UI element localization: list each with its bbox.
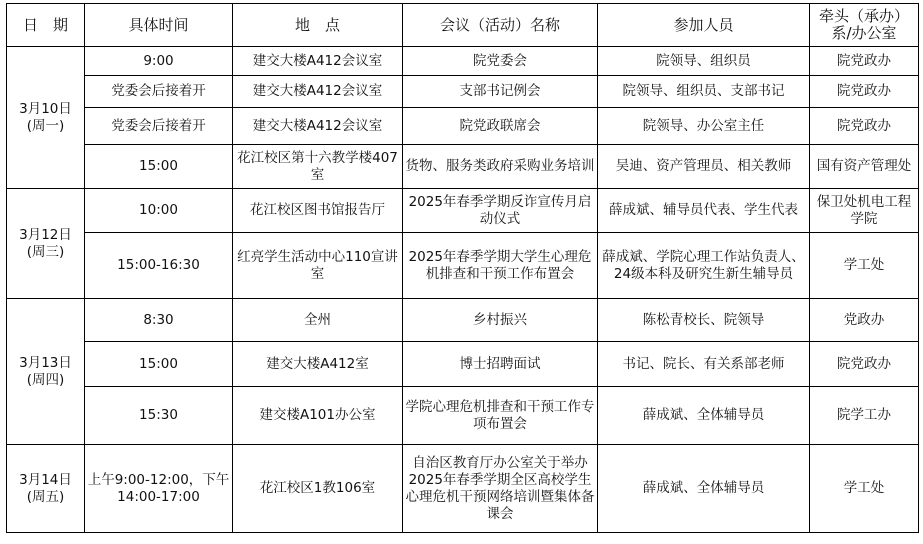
meeting-schedule-table — [6, 3, 919, 533]
organizer-cell: 保卫处机电工程学院 — [810, 189, 919, 233]
event-name-cell: 乡村振兴 — [403, 299, 598, 342]
header-time: 具体时间 — [85, 4, 233, 47]
place-cell: 花江校区第十六教学楼407室 — [233, 145, 403, 189]
date-text: 3月12日 — [19, 226, 72, 243]
date-text: 3月14日 — [19, 471, 72, 488]
participants-cell: 薛成斌、学院心理工作站负责人、24级本科及研究生新生辅导员 — [598, 233, 810, 299]
organizer-cell: 党政办 — [810, 299, 919, 342]
place-cell: 红亮学生活动中心110宣讲室 — [233, 233, 403, 299]
participants-cell: 薛成斌、辅导员代表、学生代表 — [598, 189, 810, 233]
organizer-cell: 学工处 — [810, 445, 919, 533]
header-row — [7, 4, 919, 47]
date-text: 3月13日 — [19, 354, 72, 371]
time-cell: 15:00 — [85, 342, 233, 387]
place-cell: 建交楼A101办公室 — [233, 387, 403, 445]
time-cell: 9:00 — [85, 47, 233, 76]
event-name-cell: 博士招聘面试 — [403, 342, 598, 387]
time-cell: 党委会后接着开 — [85, 108, 233, 145]
time-cell: 15:30 — [85, 387, 233, 445]
time-cell: 15:00 — [85, 145, 233, 189]
date-cell — [7, 299, 85, 445]
participants-cell: 陈松青校长、院领导 — [598, 299, 810, 342]
event-name-cell: 自治区教育厅办公室关于举办2025年春季学期全区高校学生心理危机干预网络培训暨集体备课会 — [403, 445, 598, 533]
organizer-cell: 院党政办 — [810, 108, 919, 145]
organizer-cell: 院学工办 — [810, 387, 919, 445]
time-cell: 上午9:00-12:00，下午14:00-17:00 — [85, 445, 233, 533]
participants-cell: 院领导、办公室主任 — [598, 108, 810, 145]
table-row — [7, 189, 919, 233]
header-participants: 参加人员 — [598, 4, 810, 47]
event-name-cell: 支部书记例会 — [403, 76, 598, 108]
organizer-cell: 院党政办 — [810, 47, 919, 76]
event-name-cell: 货物、服务类政府采购业务培训 — [403, 145, 598, 189]
participants-cell: 薛成斌、全体辅导员 — [598, 387, 810, 445]
table-row — [7, 47, 919, 76]
date-cell — [7, 47, 85, 189]
weekday-text: (周五) — [26, 488, 65, 505]
participants-cell: 薛成斌、全体辅导员 — [598, 445, 810, 533]
place-cell: 建交大楼A412会议室 — [233, 108, 403, 145]
place-cell: 建交大楼A412会议室 — [233, 47, 403, 76]
time-cell: 8:30 — [85, 299, 233, 342]
participants-cell: 吴迪、资产管理员、相关教师 — [598, 145, 810, 189]
event-name-cell: 院党委会 — [403, 47, 598, 76]
organizer-cell: 学工处 — [810, 233, 919, 299]
event-name-cell: 学院心理危机排查和干预工作专项布置会 — [403, 387, 598, 445]
event-name-cell: 2025年春季学期大学生心理危机排查和干预工作布置会 — [403, 233, 598, 299]
participants-cell: 院领导、组织员 — [598, 47, 810, 76]
place-cell: 花江校区图书馆报告厅 — [233, 189, 403, 233]
table-row — [7, 233, 919, 299]
table-row — [7, 299, 919, 342]
place-cell: 建交大楼A412会议室 — [233, 76, 403, 108]
table-row — [7, 76, 919, 108]
place-cell: 建交大楼A412室 — [233, 342, 403, 387]
participants-cell: 院领导、组织员、支部书记 — [598, 76, 810, 108]
date-cell — [7, 189, 85, 299]
time-cell: 15:00-16:30 — [85, 233, 233, 299]
weekday-text: (周三) — [26, 243, 65, 260]
header-place: 地 点 — [233, 4, 403, 47]
time-cell: 党委会后接着开 — [85, 76, 233, 108]
date-cell — [7, 445, 85, 533]
header-organizer: 牵头（承办）系/办公室 — [810, 4, 919, 47]
table-row — [7, 145, 919, 189]
header-event-name: 会议（活动）名称 — [403, 4, 598, 47]
header-date: 日 期 — [7, 4, 85, 47]
event-name-cell: 院党政联席会 — [403, 108, 598, 145]
organizer-cell: 国有资产管理处 — [810, 145, 919, 189]
table-row — [7, 108, 919, 145]
organizer-cell: 院党政办 — [810, 76, 919, 108]
event-name-cell: 2025年春季学期反诈宣传月启动仪式 — [403, 189, 598, 233]
weekday-text: (周一) — [26, 117, 65, 134]
weekday-text: (周四) — [26, 371, 65, 388]
place-cell: 花江校区1教106室 — [233, 445, 403, 533]
place-cell: 全州 — [233, 299, 403, 342]
time-cell: 10:00 — [85, 189, 233, 233]
date-text: 3月10日 — [19, 100, 72, 117]
table-row — [7, 387, 919, 445]
organizer-cell: 院党政办 — [810, 342, 919, 387]
table-row — [7, 342, 919, 387]
participants-cell: 书记、院长、有关系部老师 — [598, 342, 810, 387]
table-row — [7, 445, 919, 533]
